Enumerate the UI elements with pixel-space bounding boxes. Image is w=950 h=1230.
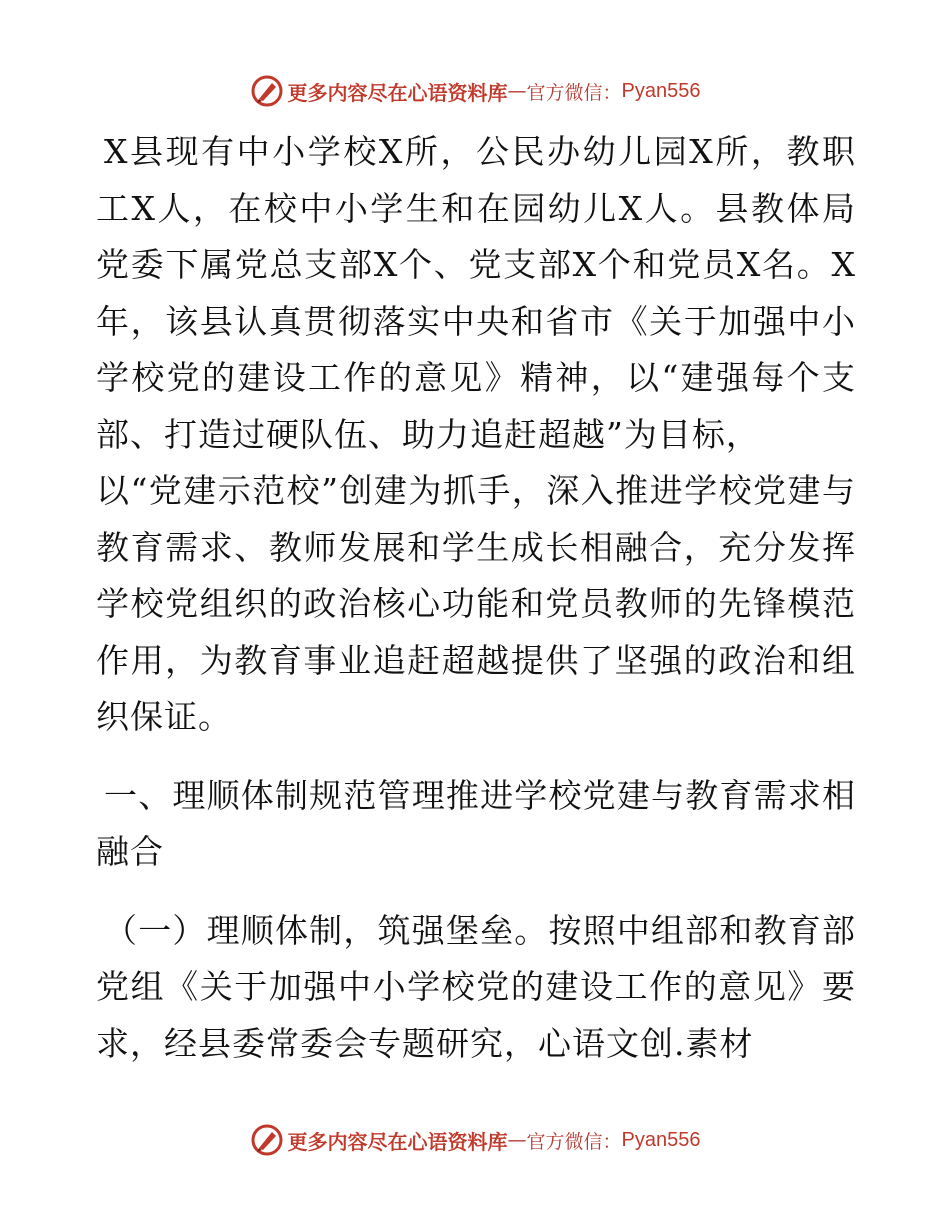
watermark-text: 更多内容尽在心语资料库 xyxy=(287,1129,508,1154)
document-body xyxy=(96,124,856,1072)
pen-logo-icon xyxy=(250,74,284,108)
subsection-paragraph: （一）理顺体制，筑强堡垒。按照中组部和教育部党组《关于加强中小学校党的建设工作的意见》要求，经县委常委会专题研究，心语文创.素材 xyxy=(96,910,856,1063)
section-heading: 一、理顺体制规范管理推进学校党建与教育需求相融合 xyxy=(96,775,856,871)
watermark-official-label: 官方微信： xyxy=(526,1130,622,1153)
watermark-wechat-id: Pyan556 xyxy=(621,1128,701,1151)
watermark-separator: — xyxy=(507,1129,527,1151)
watermark-separator: — xyxy=(507,80,527,102)
watermark-text: 更多内容尽在心语资料库 xyxy=(287,80,508,105)
watermark-header xyxy=(0,71,950,111)
paragraph-intro: X县现有中小学校X所，公民办幼儿园X所，教职工X人，在校中小学生和在园幼儿X人。县教体局党委下属党总支部X个、党支部X个和党员X名。X年，该县认真贯彻落实中央和省市《关于加强中小学校党的建设工作的意见》精神，以“建强每个支部、打造过硬队伍、助力追赶超越”为目标， xyxy=(96,132,856,454)
pen-logo-icon xyxy=(250,1123,284,1157)
watermark-footer xyxy=(0,1120,950,1160)
watermark-official-label: 官方微信： xyxy=(526,81,622,104)
watermark-wechat-id: Pyan556 xyxy=(621,79,701,102)
paragraph-summary: 以“党建示范校”创建为抓手，深入推进学校党建与教育需求、教师发展和学生成长相融合，充分发挥学校党组织的政治核心功能和党员教师的先锋模范作用，为教育事业追赶超越提供了坚强的政治和组织保证。 xyxy=(96,471,856,736)
